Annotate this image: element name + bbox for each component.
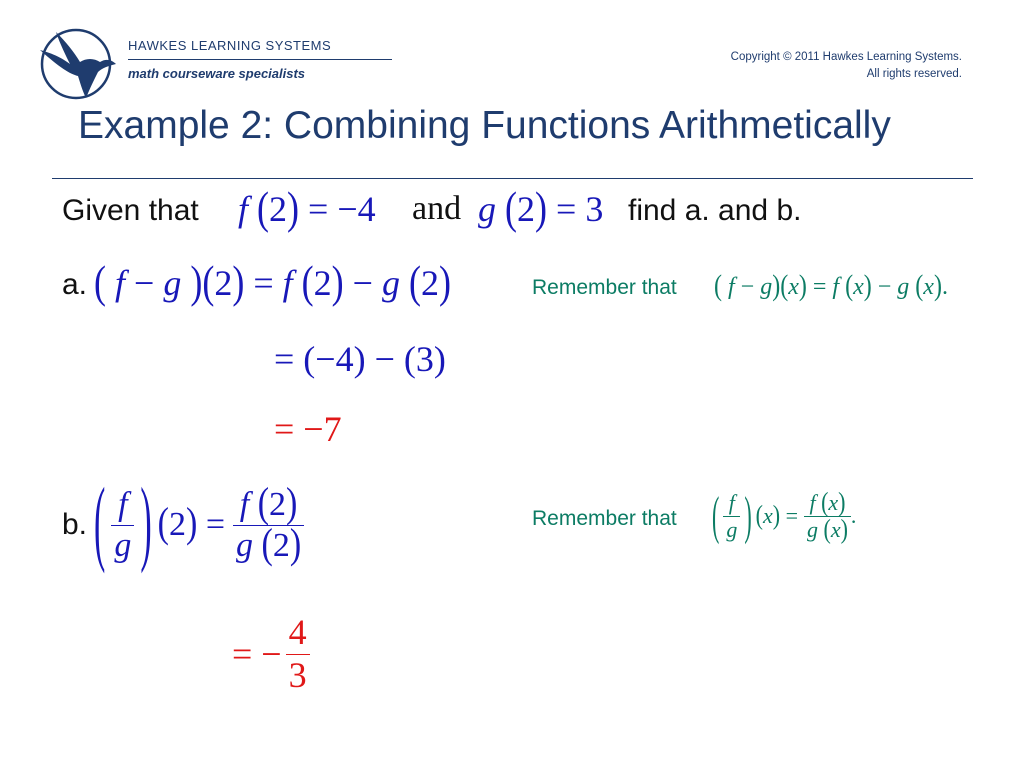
copyright-line-1: Copyright © 2011 Hawkes Learning Systems.: [730, 51, 962, 63]
part-b-result-numerator: 4: [288, 612, 307, 653]
given-g-equation: g (2) = 3: [478, 182, 604, 233]
given-f-equation: f (2) = −4: [238, 182, 376, 233]
copyright-notice: [731, 49, 962, 83]
given-and: and: [412, 190, 462, 227]
part-b-step1: ( $\frac{f}{g}$ ) (2) = $\frac{f (2)}{g (2)}$: [94, 470, 304, 580]
part-b-result-denominator: 3: [288, 654, 307, 695]
part-b-rhs-fraction: $\frac{f (2)}{g (2)}$: [233, 485, 304, 564]
part-b-note-formula: ( $\frac{f}{g}$ ) (x) = $\frac{f (x)}{g (x)}$ .: [712, 484, 857, 545]
brand-name: HAWKES LEARNING SYSTEMS: [128, 38, 332, 53]
copyright-line-2: All rights reserved.: [866, 68, 962, 80]
given-g-value: 3: [585, 189, 604, 229]
hawkes-eagle-logo: [36, 28, 116, 98]
given-tail: find a. and b.: [628, 194, 802, 227]
part-b-note-lead: Remember that: [532, 507, 677, 530]
given-f-value: −4: [337, 189, 376, 229]
eagle-icon: [36, 28, 116, 100]
part-a-label: a.: [62, 268, 88, 301]
part-a-step1: ( f − g )(2) = f (2) − g (2): [94, 256, 451, 307]
brand-divider: [128, 59, 392, 60]
brand-tagline: math courseware specialists: [128, 66, 306, 81]
part-a-note-lead: Remember that: [532, 276, 677, 299]
part-b-result-fraction: [286, 612, 310, 696]
part-b-label: b.: [62, 508, 88, 541]
part-b-f-over-g: $\frac{f}{g}$: [111, 485, 134, 564]
part-a-result: = −7: [274, 409, 342, 449]
title-divider: [52, 178, 973, 179]
given-lead: Given that: [62, 194, 199, 227]
part-b-result: = − $\frac{4}{3}$: [232, 604, 310, 704]
slide-title: Example 2: Combining Functions Arithmetically: [78, 104, 891, 147]
part-a-step2: = (−4) − (3): [274, 339, 446, 379]
part-a-note-formula: ( f − g)(x) = f (x) − g (x).: [714, 269, 948, 303]
